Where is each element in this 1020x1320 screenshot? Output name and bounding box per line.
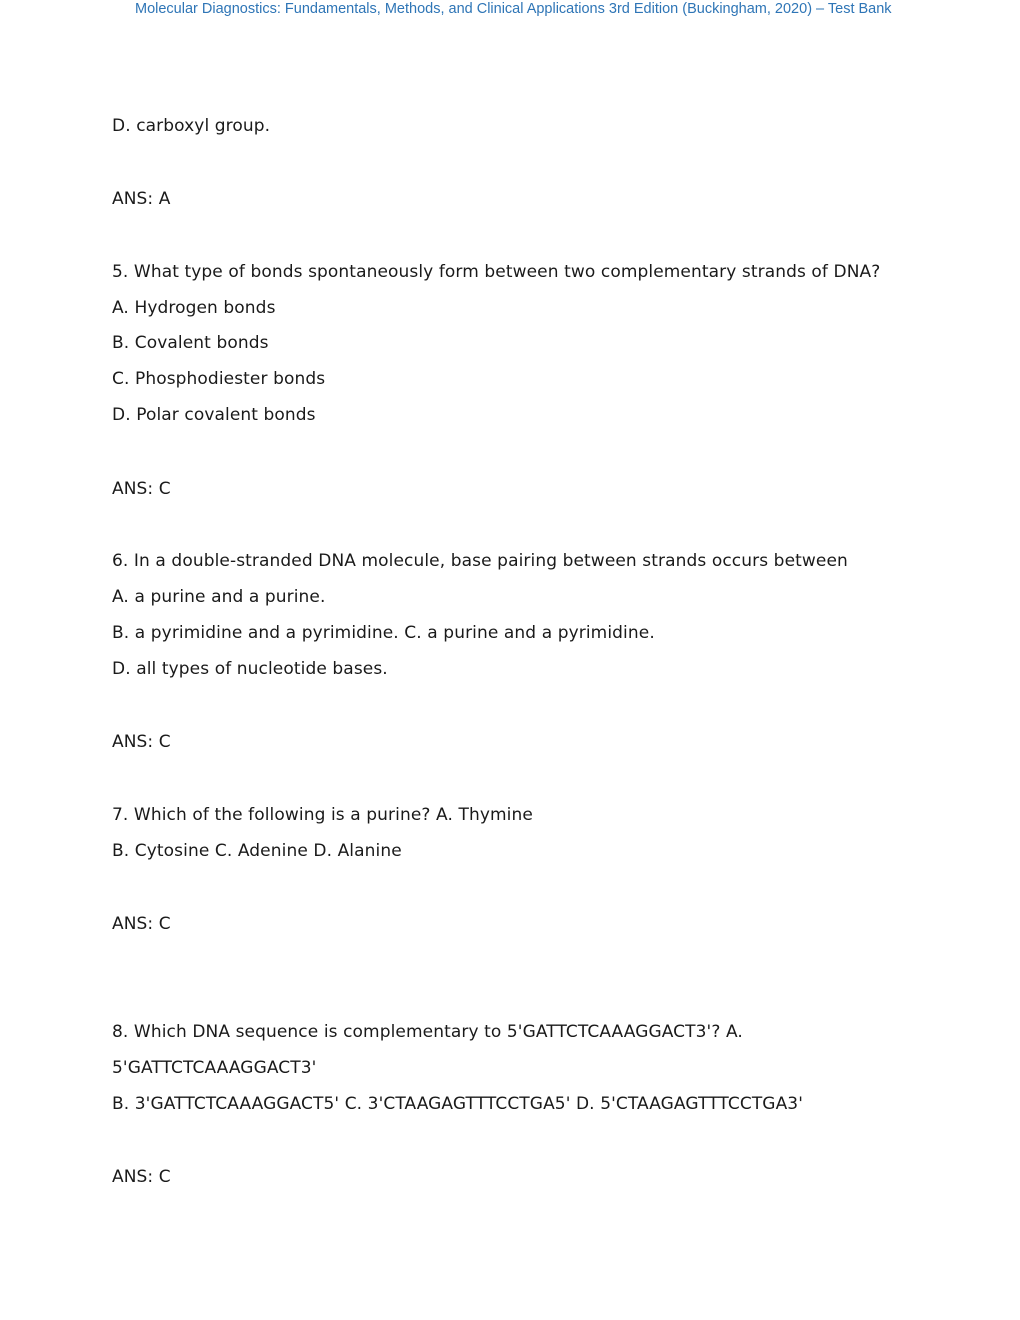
q8-question: 8. Which DNA sequence is complementary to 5'GATTCTCAAAGGACT3'? A. [112, 1022, 743, 1042]
q4-option-d: D. carboxyl group. [112, 116, 271, 136]
q6-option-d: D. all types of nucleotide bases. [112, 659, 388, 679]
page-header: Molecular Diagnostics: Fundamentals, Methods, and Clinical Applications 3rd Edition (Buckingham, 2020) – Test Bank [135, 1, 892, 17]
q4-answer: ANS: A [112, 189, 171, 209]
q6-answer: ANS: C [112, 732, 171, 752]
q8-answer: ANS: C [112, 1167, 171, 1187]
q6-option-bc: B. a pyrimidine and a pyrimidine. C. a purine and a pyrimidine. [112, 623, 655, 643]
q6-option-a: A. a purine and a purine. [112, 587, 326, 607]
q7-options: B. Cytosine C. Adenine D. Alanine [112, 841, 402, 861]
q6-question: 6. In a double-stranded DNA molecule, base pairing between strands occurs between [112, 551, 848, 571]
q7-question: 7. Which of the following is a purine? A. Thymine [112, 805, 533, 825]
q8-option-a: 5'GATTCTCAAAGGACT3' [112, 1058, 317, 1078]
q5-answer: ANS: C [112, 479, 171, 499]
q5-option-b: B. Covalent bonds [112, 333, 269, 353]
q5-option-a: A. Hydrogen bonds [112, 298, 276, 318]
q8-options: B. 3'GATTCTCAAAGGACT5' C. 3'CTAAGAGTTTCCTGA5' D. 5'CTAAGAGTTTCCTGA3' [112, 1094, 803, 1114]
q7-answer: ANS: C [112, 914, 171, 934]
q5-question: 5. What type of bonds spontaneously form between two complementary strands of DNA? [112, 262, 881, 282]
q5-option-c: C. Phosphodiester bonds [112, 369, 326, 389]
q5-option-d: D. Polar covalent bonds [112, 405, 316, 425]
